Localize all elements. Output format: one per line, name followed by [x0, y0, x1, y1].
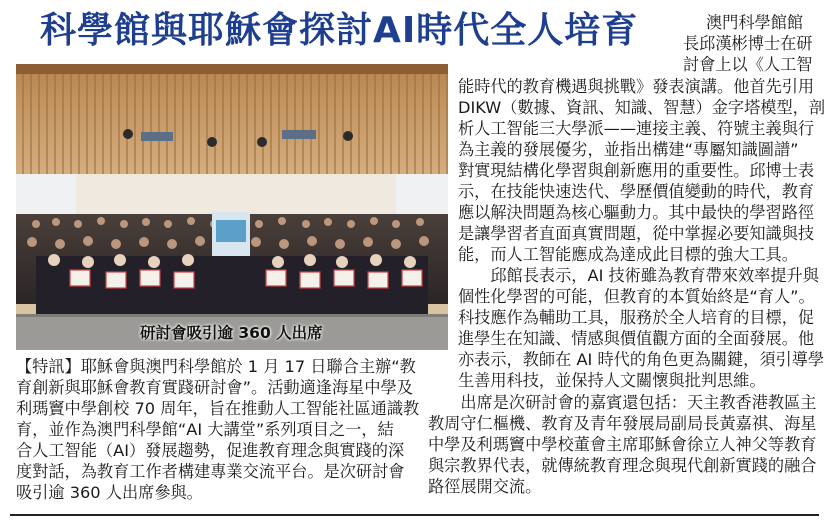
left-column-line: 育創新與耶穌會教育實踐研討會”。活動適逢海星中學及 — [16, 378, 413, 397]
right-column-line: 能，而人工智能應成為達成此目標的強大工具。 — [458, 245, 798, 264]
right-column-line: DIKW（數據、資訊、知識、智慧）金字塔模型，剖 — [458, 98, 826, 117]
right-column-line: 為主義的發展優劣，並指出構建“專屬知識圖譜” — [458, 140, 799, 159]
right-column-line: 個性化學習的可能，但教育的本質始終是“育人”。 — [458, 287, 815, 306]
right-column-line: 析人工智能三大學派——連接主義、符號主義與行 — [458, 119, 815, 138]
right-column-top-line: 澳門科學館館 — [706, 13, 804, 32]
left-column-line: 度對話，為教育工作者構建專業交流平台。是次研討會 — [16, 462, 405, 481]
photo-caption: 研討會吸引逾 360 人出席 — [140, 324, 323, 342]
right-column-line: 生善用科技，並保持人文關懷與批判思維。 — [458, 371, 766, 390]
event-photo — [16, 64, 448, 350]
right-column-line: 進學生在知識、情感與價值觀方面的全面發展。他 — [458, 329, 815, 348]
left-column-line: 【特訊】耶穌會與澳門科學館於 1 月 17 日聯合主辦“教 — [16, 357, 416, 376]
left-column-line: 育，並作為澳門科學館“AI 大講堂”系列項目之一，結 — [16, 420, 394, 439]
right-column-line: 對實現結構化學習與創新應用的重要性。邱博士表 — [458, 161, 815, 180]
left-column-line: 吸引逾 360 人出席參與。 — [16, 483, 203, 502]
right-column-line: 路徑展開交流。 — [428, 477, 542, 496]
right-column-line: 是讓學習者直面真實問題，從中掌握必要知識與技 — [458, 224, 815, 243]
page-divider — [10, 514, 819, 516]
right-column-line: 示，在技能快速迭代、學歷價值變動的時代，教育 — [458, 182, 815, 201]
right-column-line: 應以解決問題為核心驅動力。其中最快的學習路徑 — [458, 203, 815, 222]
left-column-line: 合人工智能（AI）發展趨勢，促進教育理念與實踐的深 — [16, 441, 405, 460]
right-column-top-line: 討會上以《人工智 — [683, 55, 813, 74]
article-headline: 科學館與耶穌會探討AI時代全人培育 — [40, 10, 639, 51]
left-column-line: 利瑪竇中學創校 70 周年，旨在推動人工智能社區通識教 — [16, 399, 420, 418]
right-column-line: 中學及利瑪竇中學校董會主席耶穌會徐立人神父等教育 — [428, 435, 817, 454]
right-column-line: 教周守仁樞機、教育及青年發展局副局長黃嘉祺、海星 — [428, 414, 817, 433]
right-column-top-line: 長邱漢彬博士在研 — [683, 34, 813, 53]
right-column-line: 科技應作為輔助工具，服務於全人培育的目標，促 — [458, 308, 815, 327]
right-column-line: 與宗教界代表，就傳統教育理念與現代創新實踐的融合 — [428, 456, 817, 475]
right-column-line: 邱館長表示，AI 技術雖為教育帶來效率提升與 — [458, 266, 819, 285]
audience-hall-illustration — [16, 64, 448, 350]
right-column-line: 能時代的教育機遇與挑戰》發表演講。他首先引用 — [458, 77, 815, 96]
right-column-line: 亦表示，教師在 AI 時代的角色更為關鍵，須引導學 — [458, 350, 825, 369]
right-column-line: 出席是次研討會的嘉賓還包括：天主教香港教區主 — [428, 393, 817, 412]
